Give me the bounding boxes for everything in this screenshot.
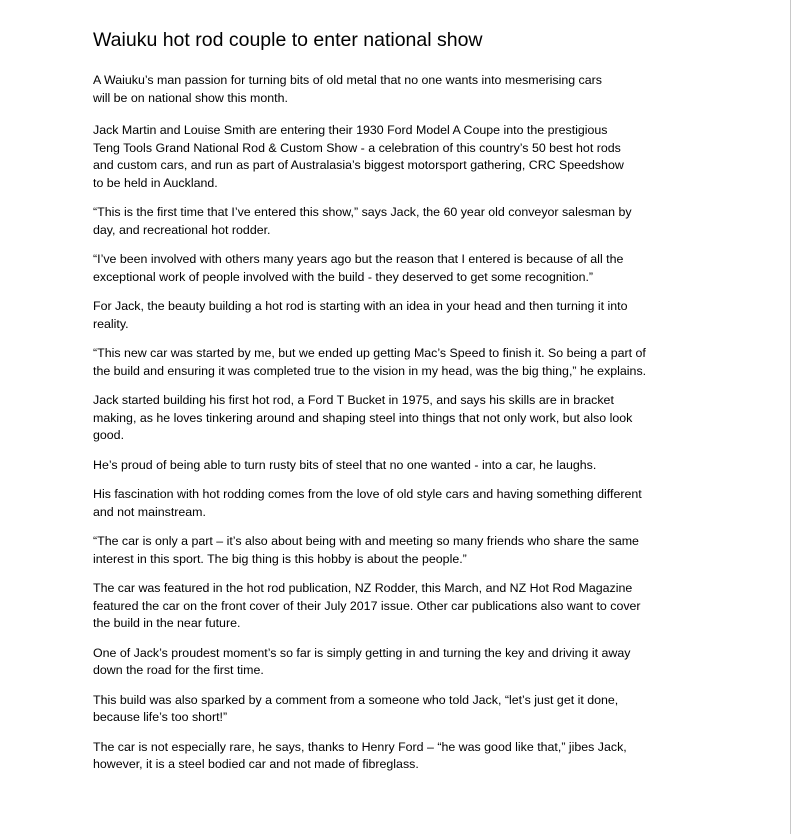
article-paragraph [93,457,699,475]
paragraph-line: making, as he loves tinkering around and shaping steel into things that not only work, but also look [93,410,633,425]
article [93,28,699,786]
paragraph-line: to be held in Auckland. [93,175,218,190]
article-paragraph [93,392,699,445]
paragraph-line: interest in this sport. The big thing is this hobby is about the people.” [93,551,467,566]
paragraph-line: and custom cars, and run as part of Australasia’s biggest motorsport gathering, CRC Speedshow [93,158,624,173]
article-paragraph [93,345,699,380]
article-paragraph [93,204,699,239]
article-paragraph [93,692,699,727]
article-paragraph [93,122,699,192]
paragraph-line: down the road for the first time. [93,663,264,678]
paragraph-line: however, it is a steel bodied car and not made of fibreglass. [93,757,419,772]
article-paragraph [93,533,699,568]
paragraph-line: will be on national show this month. [93,90,288,105]
paragraph-line: reality. [93,316,129,331]
paragraph-line: “I’ve been involved with others many years ago but the reason that I entered is because of all the [93,252,624,267]
article-paragraph [93,580,699,633]
paragraph-line: Jack started building his first hot rod, a Ford T Bucket in 1975, and says his skills are in bracket [93,393,614,408]
paragraph-line: and not mainstream. [93,504,206,519]
paragraph-line: “This new car was started by me, but we ended up getting Mac’s Speed to finish it. So being a part of [93,346,646,361]
paragraph-line: the build and ensuring it was completed true to the vision in my head, was the big thing,” he explains. [93,363,647,378]
paragraph-line: This build was also sparked by a comment from a someone who told Jack, “let’s just get it done, [93,692,619,707]
paragraph-line: exceptional work of people involved with the build - they deserved to get some recognition.” [93,269,594,284]
paragraph-line: His fascination with hot rodding comes from the love of old style cars and having something different [93,487,642,502]
article-title: Waiuku hot rod couple to enter national show [93,29,483,51]
paragraph-line: The car is not especially rare, he says, thanks to Henry Ford – “he was good like that,” jibes Jack, [93,739,627,754]
article-paragraph [93,486,699,521]
article-paragraph [93,739,699,774]
paragraph-line: For Jack, the beauty building a hot rod is starting with an idea in your head and then turning it into [93,299,628,314]
paragraph-line: Jack Martin and Louise Smith are entering their 1930 Ford Model A Coupe into the prestigious [93,123,608,138]
article-paragraph-lead [93,72,699,107]
article-paragraph [93,645,699,680]
paragraph-line: Teng Tools Grand National Rod & Custom Show - a celebration of this country’s 50 best hot rods [93,140,621,155]
paragraph-line: The car was featured in the hot rod publication, NZ Rodder, this March, and NZ Hot Rod Magazine [93,581,633,596]
article-paragraph [93,298,699,333]
paragraph-line: day, and recreational hot rodder. [93,222,271,237]
paragraph-line: the build in the near future. [93,616,241,631]
paragraph-line: “The car is only a part – it’s also about being with and meeting so many friends who share the same [93,534,639,549]
paragraph-line: “This is the first time that I’ve entered this show,” says Jack, the 60 year old conveyor salesman by [93,205,632,220]
paragraph-line: because life’s too short!” [93,710,228,725]
paragraph-line: good. [93,428,125,443]
paragraph-line: featured the car on the front cover of their July 2017 issue. Other car publications also want to cover [93,598,641,613]
article-paragraph [93,251,699,286]
paragraph-line: One of Jack’s proudest moment’s so far is simply getting in and turning the key and driving it away [93,645,631,660]
paragraph-line: He’s proud of being able to turn rusty bits of steel that no one wanted - into a car, he laughs. [93,457,597,472]
paragraph-line: A Waiuku’s man passion for turning bits of old metal that no one wants into mesmerising cars [93,73,602,87]
